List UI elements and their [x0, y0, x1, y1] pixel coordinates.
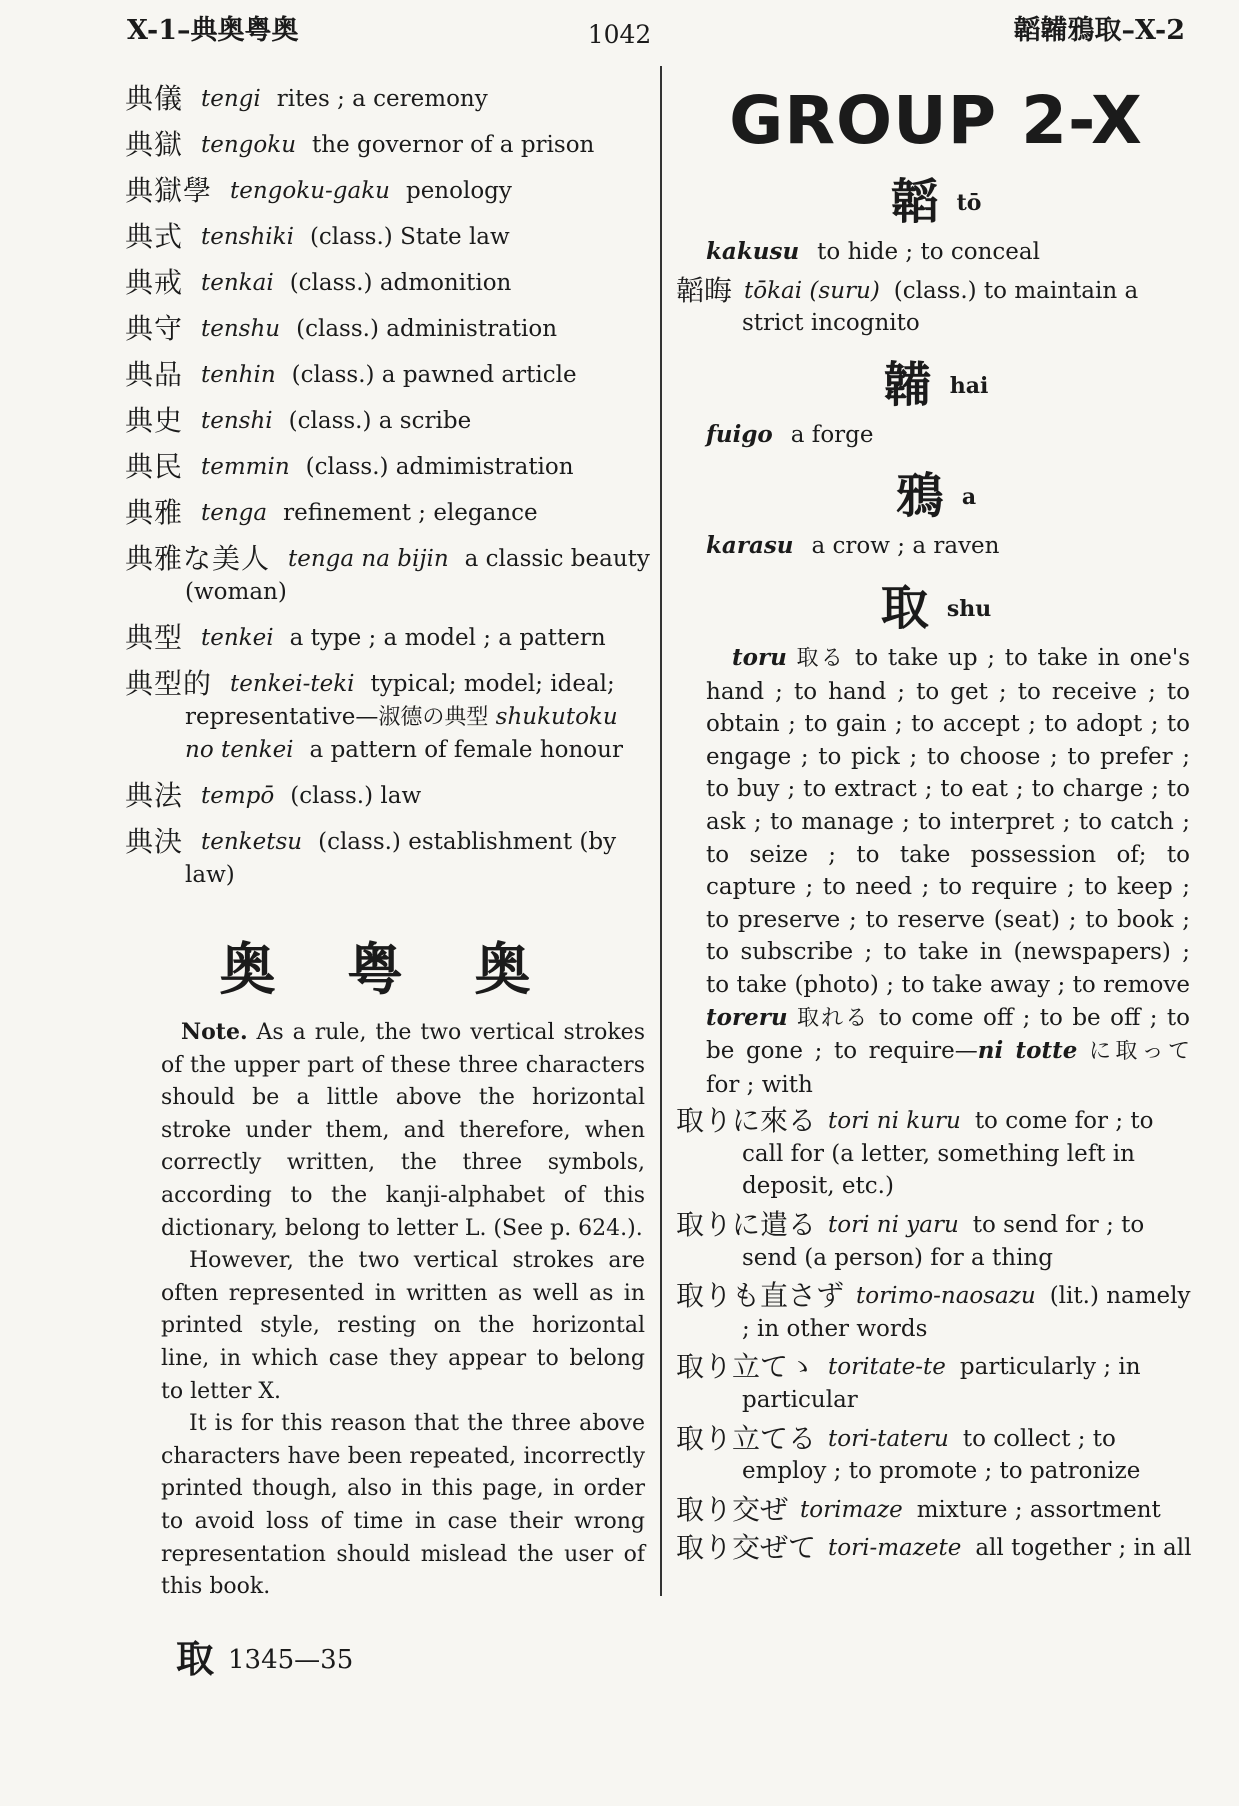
dictionary-entry — [676, 419, 1196, 452]
entry-reading: tengi — [201, 86, 261, 112]
entry-kanji: 取り立てる — [676, 1421, 817, 1455]
entry-reading: kakusu — [706, 238, 800, 265]
entry-meaning: (class.) establishment (by law) — [185, 829, 617, 888]
example-kanji: 淑德の典型 — [378, 705, 489, 730]
entry-reading: tori ni kuru — [828, 1108, 961, 1135]
char-heading — [676, 163, 1196, 232]
dictionary-entry — [676, 1209, 1196, 1274]
dictionary-entry — [676, 1532, 1196, 1565]
entry-meaning: mixture ; assortment — [916, 1496, 1161, 1523]
note-text: As a rule, the two vertical strokes of the upper part of these three characters should be a little above the horizontal stroke under them, and therefore, when correctly written, the three symbols, according to the kanji-alphabet of this dictionary, belong to letter L. (See p. 624.). — [161, 1020, 645, 1241]
entry-kanji: 取りも直さず — [676, 1279, 845, 1313]
heading-reading: hai — [949, 372, 989, 399]
entry-kanji: 取り交ぜて — [676, 1531, 817, 1565]
entry-meaning: typical; model; ideal; representative— — [185, 671, 615, 730]
entry-meaning: (class.) law — [290, 783, 422, 809]
entry-reading: tengoku — [201, 132, 297, 158]
group-title: GROUP 2-X — [729, 82, 1143, 159]
note-paragraph — [161, 1016, 645, 1245]
entry-meaning: (class.) a scribe — [288, 408, 472, 434]
entry-kanji: 典民 — [125, 450, 184, 483]
entry-kanji: 典獄學 — [125, 174, 213, 207]
entry-kanji: 典戒 — [125, 266, 184, 299]
entry-meaning: refinement ; elegance — [283, 500, 538, 526]
entry-kanji: 典獄 — [125, 128, 184, 161]
entry-meaning: (class.) a pawned article — [291, 362, 577, 388]
entry-kanji: 典型 — [125, 621, 184, 654]
entry-meaning: penology — [405, 178, 512, 204]
heading-kanji: 韜 — [890, 174, 939, 230]
entry-reading: torimo-naosazu — [856, 1283, 1036, 1310]
example-meaning: a pattern of female honour — [309, 737, 623, 763]
cross-reference — [176, 1628, 353, 1683]
entry-meaning: a type ; a model ; a pattern — [289, 625, 606, 651]
note-block — [161, 1016, 645, 1604]
entry-kanji: 典儀 — [125, 82, 184, 115]
entry-reading: karasu — [706, 532, 794, 560]
entry-meaning: particularly ; in particular — [742, 1354, 1141, 1414]
entry-meaning: all together ; in all — [975, 1535, 1192, 1562]
note-label: Note. — [181, 1019, 248, 1045]
heading-reading: shu — [946, 595, 992, 622]
entry-meaning: rites ; a ceremony — [276, 86, 488, 112]
char-heading — [676, 569, 1196, 638]
entry-reading: tempō — [201, 783, 275, 809]
entry-reading: tenkei-teki — [230, 671, 355, 697]
entry-meaning: to send for ; to send (a person) for a thing — [742, 1212, 1145, 1271]
dictionary-entry — [125, 825, 651, 892]
entry-meaning: (class.) to maintain a strict incognito — [742, 277, 1139, 337]
section-heading-kanji: 奥 粤 奥 — [219, 938, 557, 1003]
left-entry-list — [125, 82, 651, 892]
dictionary-entry — [125, 174, 651, 208]
dictionary-entry — [125, 358, 651, 392]
dictionary-entry — [125, 266, 651, 300]
heading-reading: a — [961, 484, 977, 511]
entry-reading: tenkei — [201, 625, 274, 651]
dictionary-entry — [125, 542, 651, 609]
entry-meaning: (class.) admimistration — [305, 454, 574, 480]
dictionary-entry — [125, 312, 651, 346]
entry-meaning: (class.) administration — [296, 316, 558, 342]
entry-kanji: 取り立てゝ — [676, 1350, 817, 1384]
entry-meaning: (class.) admonition — [289, 270, 512, 296]
entry-meaning: (class.) State law — [309, 224, 510, 250]
entry-kanji: 取りに遣る — [676, 1208, 817, 1242]
main-kana: 取れる — [797, 1005, 870, 1031]
entry-kanji: 典決 — [125, 825, 184, 858]
dictionary-entry — [676, 1280, 1196, 1345]
entry-reading: tengoku-gaku — [230, 178, 390, 204]
dictionary-entry — [676, 530, 1196, 563]
entry-kanji: 取りに來る — [676, 1104, 817, 1138]
dictionary-entry — [676, 1423, 1196, 1488]
entry-meaning: a crow ; a raven — [811, 533, 1000, 560]
dictionary-entry — [676, 275, 1196, 340]
entry-meaning: the governor of a prison — [312, 132, 595, 158]
dictionary-entry — [676, 1105, 1196, 1203]
main-definition — [706, 642, 1190, 1101]
cross-reference-number: 1345—35 — [228, 1645, 354, 1675]
entry-kanji: 典雅な美人 — [125, 542, 271, 575]
char-heading — [676, 457, 1196, 526]
cross-reference-kanji: 取 — [176, 1637, 215, 1681]
heading-reading: tō — [956, 190, 982, 216]
entry-kanji: 典法 — [125, 779, 184, 812]
dictionary-entry — [125, 82, 651, 116]
entry-reading: tenketsu — [201, 829, 303, 855]
entry-reading: tōkai (suru) — [744, 277, 880, 304]
page-number: 1042 — [587, 20, 652, 49]
entry-reading: tenhin — [201, 362, 276, 388]
main-meaning: for ; with — [706, 1071, 813, 1098]
dictionary-entry — [125, 667, 651, 767]
main-meaning: to take up ; to take in one's hand ; to hand ; to get ; to receive ; to obtain ; to gain ; to accept ; to adopt ; to engage ; to pick ; to choose ; to prefer ; to buy ; to extract ; to eat ; to charge ; to ask ; to manage ; to interpret ; to catch ; to seize ; to take possession of; to capture ; to need ; to require ; to keep ; to preserve ; to reserve (seat) ; to book ; to subscribe ; to take in (newspapers) ; to take (photo) ; to take away ; to remove — [706, 644, 1191, 998]
entry-kanji: 韜晦 — [676, 273, 733, 307]
heading-kanji: 韛 — [883, 356, 932, 413]
main-kana: に取って — [1089, 1039, 1190, 1065]
entry-kanji: 典式 — [125, 220, 184, 253]
dictionary-entry — [125, 404, 651, 438]
main-kana: 取る — [796, 645, 846, 671]
dictionary-entry — [125, 128, 651, 162]
entry-reading: fuigo — [706, 420, 773, 448]
entry-kanji: 典型的 — [125, 667, 213, 700]
entry-meaning: (lit.) namely ; in other words — [742, 1283, 1191, 1342]
entry-meaning: a forge — [790, 421, 874, 448]
entry-meaning: to come for ; to call for (a letter, something left in deposit, etc.) — [742, 1108, 1154, 1200]
entry-kanji: 典品 — [125, 358, 184, 391]
entry-meaning: a classic beauty (woman) — [185, 546, 650, 605]
main-reading: toru — [732, 643, 787, 671]
entry-reading: torimaze — [800, 1496, 903, 1523]
dictionary-entry — [125, 496, 651, 530]
note-paragraph: It is for this reason that the three above characters have been repeated, incorrectly printed though, also in this page, in order to avoid loss of time in case their wrong representation should mislead the user of this book. — [161, 1411, 645, 1600]
entry-kanji: 典史 — [125, 404, 184, 437]
entry-reading: tenga na bijin — [288, 546, 449, 572]
entry-reading: tenga — [201, 500, 268, 526]
entry-reading: tori ni yaru — [828, 1212, 959, 1239]
header-section-label-right: 韜韛鴉取–X-2 — [1013, 15, 1185, 46]
entry-meaning: to collect ; to employ ; to promote ; to patronize — [742, 1425, 1141, 1485]
dictionary-entry — [125, 220, 651, 254]
entry-reading: tori-mazete — [828, 1535, 962, 1562]
dictionary-entry — [125, 779, 651, 813]
entry-reading: tori-tateru — [828, 1425, 949, 1452]
compound-entry-list — [676, 1105, 1196, 1565]
entry-kanji: 典守 — [125, 312, 184, 345]
dictionary-entry — [676, 1494, 1196, 1527]
heading-kanji: 鴉 — [895, 468, 944, 525]
entry-reading: tenshu — [201, 316, 281, 342]
dictionary-entry — [676, 1351, 1196, 1416]
dictionary-entry — [676, 236, 1196, 269]
entry-reading: tenshiki — [201, 224, 294, 250]
note-paragraph: However, the two vertical strokes are often represented in written as well as in printed style, resting on the horizontal line, in which case they appear to belong to letter X. — [161, 1248, 645, 1404]
entry-meaning: to hide ; to conceal — [817, 239, 1040, 265]
header-section-label: X-1–典奥粤奥 — [127, 15, 299, 46]
entry-reading: tenkai — [201, 270, 274, 296]
left-column — [125, 82, 651, 1604]
right-column — [676, 82, 1196, 1571]
example-reading: shukutoku no tenkei — [185, 704, 618, 763]
dictionary-entry — [125, 621, 651, 655]
main-reading: toreru — [706, 1003, 788, 1031]
entry-reading: toritate-te — [828, 1354, 946, 1381]
char-heading — [676, 346, 1196, 415]
entry-kanji: 取り交ぜ — [676, 1492, 789, 1526]
entry-reading: tenshi — [201, 408, 273, 434]
heading-kanji: 取 — [880, 579, 929, 636]
main-reading: ni totte — [977, 1037, 1078, 1065]
entry-kanji: 典雅 — [125, 496, 184, 529]
entry-reading: temmin — [201, 454, 290, 480]
column-divider — [660, 66, 662, 1596]
dictionary-entry — [125, 450, 651, 484]
main-meaning: to come off ; to be off ; to be gone ; to require— — [706, 1004, 1191, 1065]
